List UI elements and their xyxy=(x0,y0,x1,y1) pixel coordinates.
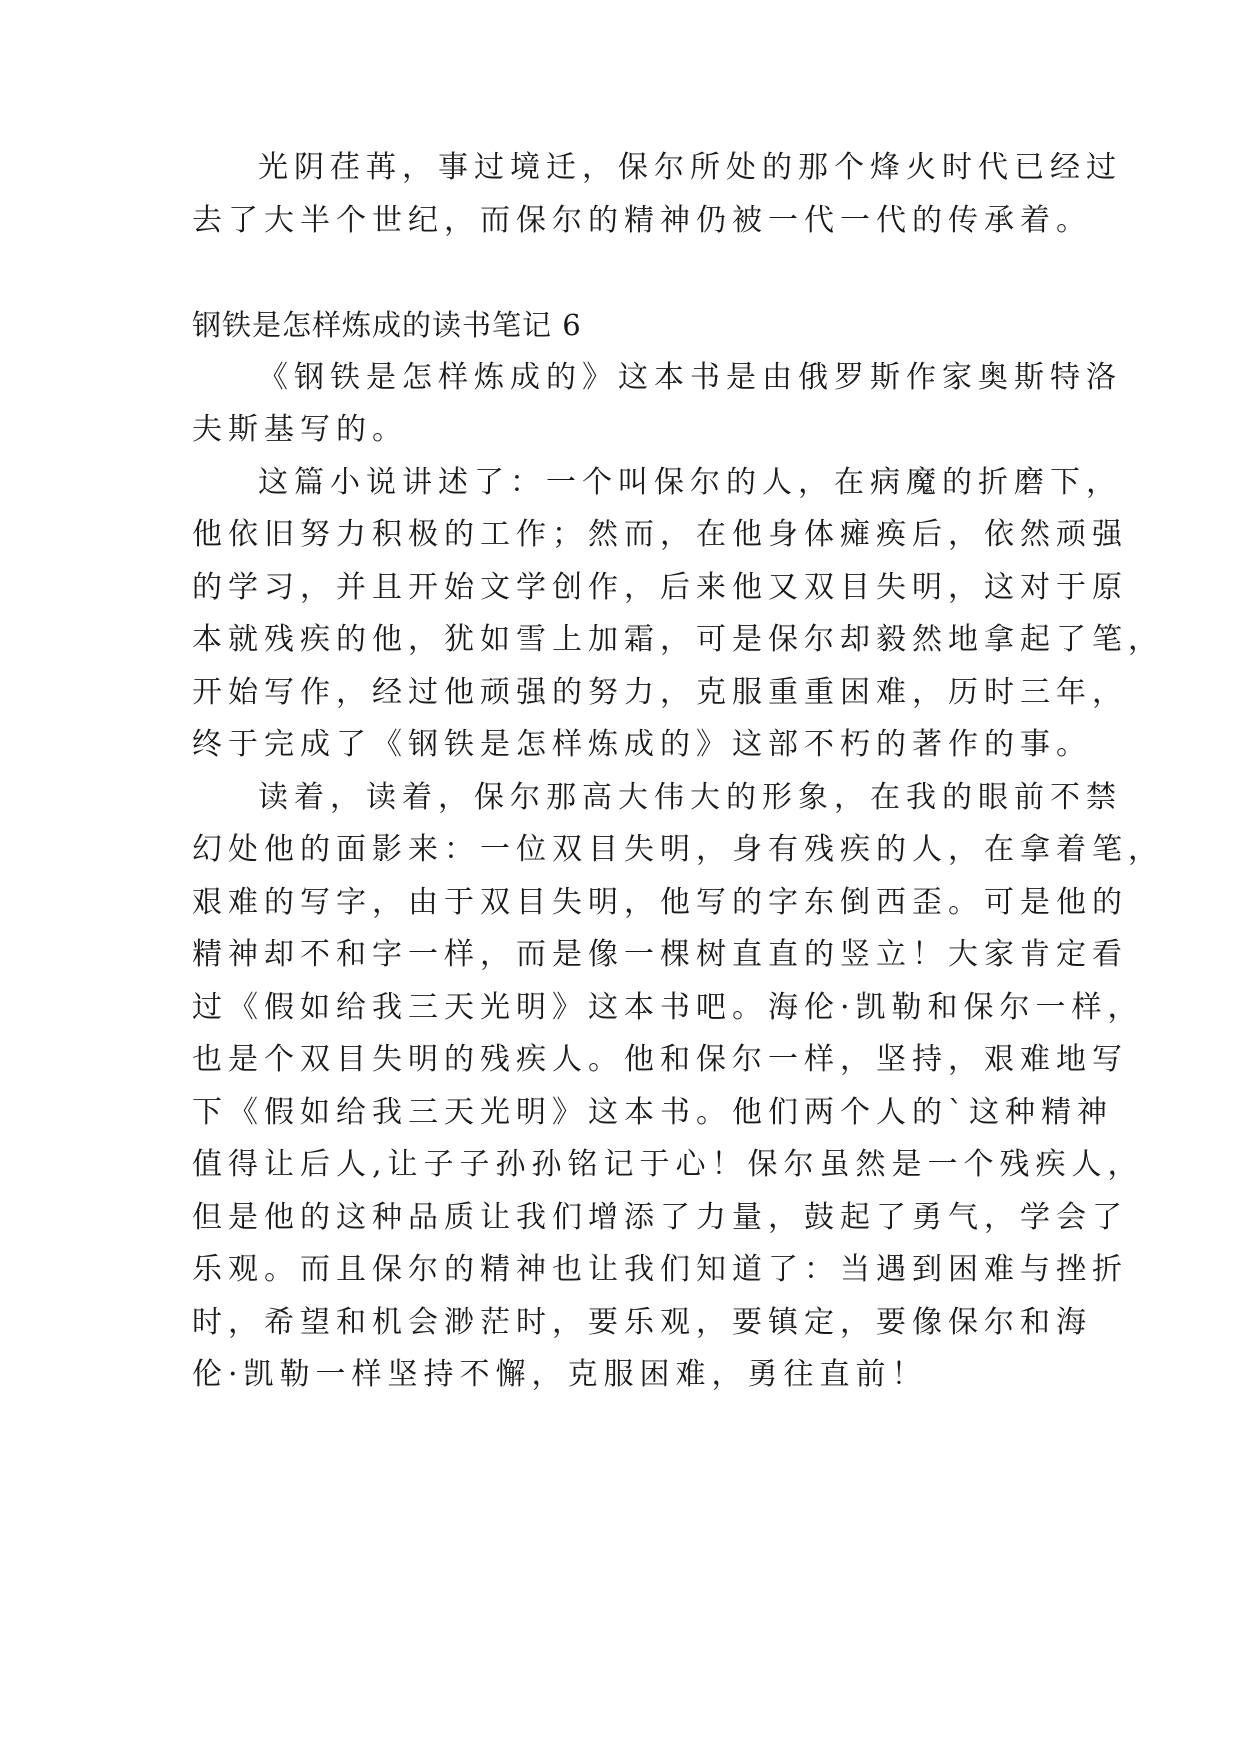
paragraph-line: 的学习，并且开始文学创作，后来他又双目失明，这对于原 xyxy=(192,570,1128,605)
paragraph-line: 过《假如给我三天光明》这本书吧。海伦·凯勒和保尔一样， xyxy=(192,990,1144,1025)
paragraph-line: 读着，读着，保尔那高大伟大的形象，在我的眼前不禁 xyxy=(258,780,1122,815)
paragraph-line: 值得让后人,让子子孙孙铭记于心！保尔虽然是一个残疾人， xyxy=(192,1147,1144,1182)
paragraph-line: 时，希望和机会渺茫时，要乐观，要镇定，要像保尔和海 xyxy=(192,1305,1092,1340)
paragraph-line: 他依旧努力积极的工作；然而，在他身体瘫痪后，依然顽强 xyxy=(192,517,1128,552)
paragraph-line: 伦·凯勒一样坚持不懈，克服困难，勇往直前！ xyxy=(192,1357,928,1392)
paragraph-line: 本就残疾的他，犹如雪上加霜，可是保尔却毅然地拿起了笔， xyxy=(192,622,1164,657)
paragraph-line: 也是个双目失明的残疾人。他和保尔一样，坚持，艰难地写 xyxy=(192,1042,1128,1077)
paragraph-line: 幻处他的面影来：一位双目失明，身有残疾的人，在拿着笔， xyxy=(192,832,1164,867)
paragraph-line: 艰难的写字，由于双目失明，他写的字东倒西歪。可是他的 xyxy=(192,885,1128,920)
paragraph-line: 去了大半个世纪，而保尔的精神仍被一代一代的传承着。 xyxy=(192,203,1092,238)
paragraph-line: 但是他的这种品质让我们增添了力量，鼓起了勇气，学会了 xyxy=(192,1200,1128,1235)
paragraph-line: 乐观。而且保尔的精神也让我们知道了：当遇到困难与挫折 xyxy=(192,1252,1128,1287)
paragraph-line: 下《假如给我三天光明》这本书。他们两个人的`这种精神 xyxy=(192,1095,1113,1130)
paragraph-line: 这篇小说讲述了：一个叫保尔的人，在病魔的折磨下， xyxy=(258,465,1122,500)
paragraph-line: 开始写作，经过他顽强的努力，克服重重困难，历时三年， xyxy=(192,675,1128,710)
paragraph-line: 夫斯基写的。 xyxy=(192,412,408,447)
paragraph-line: 精神却不和字一样，而是像一棵树直直的竖立！大家肯定看 xyxy=(192,937,1128,972)
paragraph-line: 《钢铁是怎样炼成的》这本书是由俄罗斯作家奥斯特洛 xyxy=(258,360,1122,395)
paragraph-line: 终于完成了《钢铁是怎样炼成的》这部不朽的著作的事。 xyxy=(192,727,1092,762)
section-title: 钢铁是怎样炼成的读书笔记 6 xyxy=(192,308,582,342)
paragraph-line: 光阴荏苒，事过境迁，保尔所处的那个烽火时代已经过 xyxy=(258,150,1122,185)
